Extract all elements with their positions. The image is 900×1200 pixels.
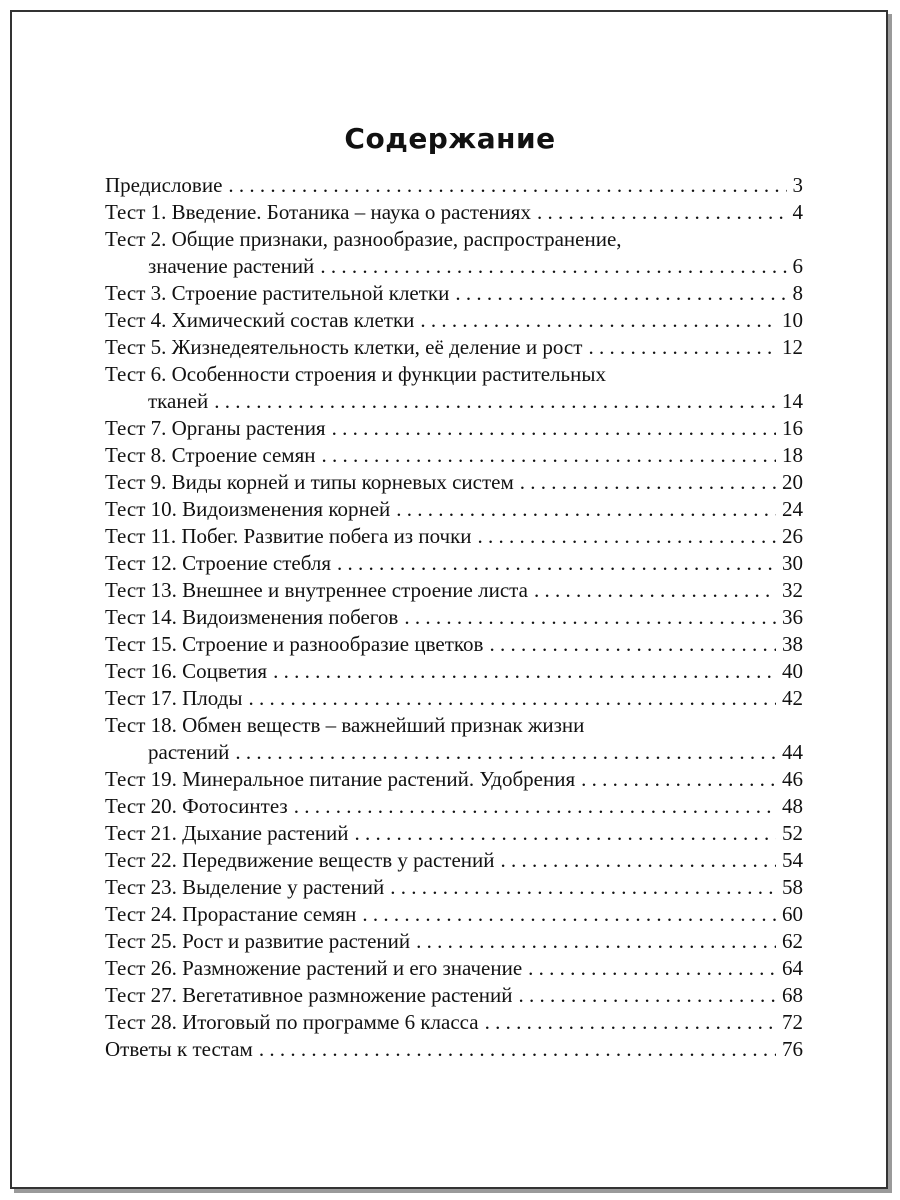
toc-entry[interactable] [105, 847, 803, 874]
toc-entry-title: Тест 26. Размножение растений и его значение [105, 956, 523, 980]
dot-leader [273, 658, 776, 685]
toc-entry[interactable] [105, 496, 803, 523]
toc-entry[interactable] [105, 928, 803, 955]
dot-leader [537, 199, 787, 226]
toc-entry[interactable] [105, 712, 803, 766]
dot-leader [519, 982, 777, 1009]
toc-entry[interactable] [105, 1036, 803, 1063]
toc-page-number: 36 [782, 605, 803, 629]
toc-page-number: 16 [782, 416, 803, 440]
toc-page-number: 42 [782, 686, 803, 710]
toc-page-number: 76 [782, 1037, 803, 1061]
toc-entry[interactable] [105, 1009, 803, 1036]
toc-page-number: 62 [782, 929, 803, 953]
toc-page-number: 8 [792, 281, 803, 305]
toc-entry-title: Тест 6. Особенности строения и функции растительных [105, 362, 606, 386]
toc-entry-title: Тест 14. Видоизменения побегов [105, 605, 399, 629]
toc-entry-title: Тест 17. Плоды [105, 686, 243, 710]
dot-leader [396, 496, 776, 523]
dot-leader [332, 415, 776, 442]
toc-entry-title: Тест 25. Рост и развитие растений [105, 929, 411, 953]
toc-entry-title: Тест 3. Строение растительной клетки [105, 281, 450, 305]
toc-page-number: 26 [782, 524, 803, 548]
dot-leader [534, 577, 776, 604]
toc-page-number: 52 [782, 821, 803, 845]
dot-leader [294, 793, 776, 820]
toc-entry-title: Тест 27. Вегетативное размножение растений [105, 983, 513, 1007]
toc-entry-title: Тест 22. Передвижение веществ у растений [105, 848, 495, 872]
toc-entry-title-continuation: значение растений [148, 254, 315, 278]
dot-leader [228, 172, 786, 199]
dot-leader [259, 1036, 776, 1063]
toc-entry[interactable] [105, 901, 803, 928]
toc-entry[interactable] [105, 523, 803, 550]
toc-page-number: 38 [782, 632, 803, 656]
toc-entry-title: Тест 8. Строение семян [105, 443, 316, 467]
toc-entry-title: Ответы к тестам [105, 1037, 253, 1061]
dot-leader [420, 307, 776, 334]
toc-entry-title: Тест 28. Итоговый по программе 6 класса [105, 1010, 479, 1034]
toc-entry-title-continuation: тканей [148, 389, 209, 413]
toc-entry-title: Тест 23. Выделение у растений [105, 875, 385, 899]
toc-page-number: 46 [782, 767, 803, 791]
toc-entry[interactable] [105, 820, 803, 847]
toc-entry-title: Тест 16. Соцветия [105, 659, 268, 683]
toc-entry[interactable] [105, 874, 803, 901]
dot-leader [235, 739, 776, 766]
toc-entry[interactable] [105, 982, 803, 1009]
toc-page-number: 3 [792, 173, 803, 197]
toc-entry-title: Тест 24. Прорастание семян [105, 902, 357, 926]
toc-entry-title: Тест 12. Строение стебля [105, 551, 332, 575]
dot-leader [528, 955, 776, 982]
toc-entry[interactable] [105, 577, 803, 604]
toc-entry[interactable] [105, 604, 803, 631]
toc-entry[interactable] [105, 334, 803, 361]
dot-leader [214, 388, 776, 415]
toc-entry-title: Тест 7. Органы растения [105, 416, 326, 440]
dot-leader [581, 766, 776, 793]
dot-leader [404, 604, 776, 631]
toc-entry-title: Тест 19. Минеральное питание растений. Удобрения [105, 767, 576, 791]
page-title: Содержание [344, 122, 556, 155]
toc-page-number: 58 [782, 875, 803, 899]
toc-page-number: 6 [792, 254, 803, 278]
dot-leader [455, 280, 786, 307]
toc-entry[interactable] [105, 442, 803, 469]
toc-entry[interactable] [105, 685, 803, 712]
toc-entry-title: Предисловие [105, 173, 223, 197]
toc-entry-title: Тест 1. Введение. Ботаника – наука о растениях [105, 200, 531, 224]
dot-leader [485, 1009, 776, 1036]
dot-leader [478, 523, 776, 550]
toc-page-number: 60 [782, 902, 803, 926]
toc-page-number: 68 [782, 983, 803, 1007]
toc-page-number: 32 [782, 578, 803, 602]
toc-entry-title-continuation: растений [148, 740, 230, 764]
toc-page-number: 10 [782, 308, 803, 332]
toc-page-number: 4 [792, 200, 803, 224]
toc-entry-title: Тест 9. Виды корней и типы корневых систем [105, 470, 514, 494]
toc-entry-title: Тест 5. Жизнедеятельность клетки, её деление и рост [105, 335, 583, 359]
dot-leader [248, 685, 776, 712]
toc-entry[interactable] [105, 199, 803, 226]
toc-entry-title: Тест 15. Строение и разнообразие цветков [105, 632, 484, 656]
toc-page-number: 40 [782, 659, 803, 683]
toc-page-number: 72 [782, 1010, 803, 1034]
dot-leader [362, 901, 776, 928]
dot-leader [489, 631, 776, 658]
dot-leader [337, 550, 776, 577]
toc-entry[interactable] [105, 415, 803, 442]
toc-entry[interactable] [105, 172, 803, 199]
dot-leader [322, 442, 777, 469]
dot-leader [416, 928, 776, 955]
toc-entry[interactable] [105, 307, 803, 334]
toc-entry-title: Тест 18. Обмен веществ – важнейший признак жизни [105, 713, 585, 737]
toc-entry-title: Тест 4. Химический состав клетки [105, 308, 415, 332]
toc-entry-title: Тест 10. Видоизменения корней [105, 497, 391, 521]
toc-entry[interactable] [105, 280, 803, 307]
toc-entry[interactable] [105, 226, 803, 280]
toc-entry[interactable] [105, 469, 803, 496]
toc-page-number: 48 [782, 794, 803, 818]
toc-entry-title: Тест 11. Побег. Развитие побега из почки [105, 524, 472, 548]
dot-leader [500, 847, 776, 874]
dot-leader [355, 820, 777, 847]
toc-entry[interactable] [105, 550, 803, 577]
toc-page-number: 30 [782, 551, 803, 575]
toc-page-number: 12 [782, 335, 803, 359]
toc-page-number: 24 [782, 497, 803, 521]
toc-entry[interactable] [105, 955, 803, 982]
toc-entry-title: Тест 21. Дыхание растений [105, 821, 349, 845]
toc-page-number: 64 [782, 956, 803, 980]
toc-page-number: 14 [782, 389, 803, 413]
dot-leader [588, 334, 776, 361]
toc-entry-title: Тест 13. Внешнее и внутреннее строение листа [105, 578, 528, 602]
toc-page-number: 44 [782, 740, 803, 764]
toc-entry[interactable] [105, 793, 803, 820]
toc-page-number: 54 [782, 848, 803, 872]
table-of-contents [105, 172, 803, 1063]
toc-entry-title: Тест 2. Общие признаки, разнообразие, распространение, [105, 227, 622, 251]
toc-entry[interactable] [105, 766, 803, 793]
toc-page-number: 18 [782, 443, 803, 467]
dot-leader [390, 874, 776, 901]
dot-leader [520, 469, 776, 496]
toc-entry[interactable] [105, 658, 803, 685]
toc-page-number: 20 [782, 470, 803, 494]
toc-entry[interactable] [105, 631, 803, 658]
toc-entry[interactable] [105, 361, 803, 415]
dot-leader [320, 253, 786, 280]
toc-entry-title: Тест 20. Фотосинтез [105, 794, 288, 818]
